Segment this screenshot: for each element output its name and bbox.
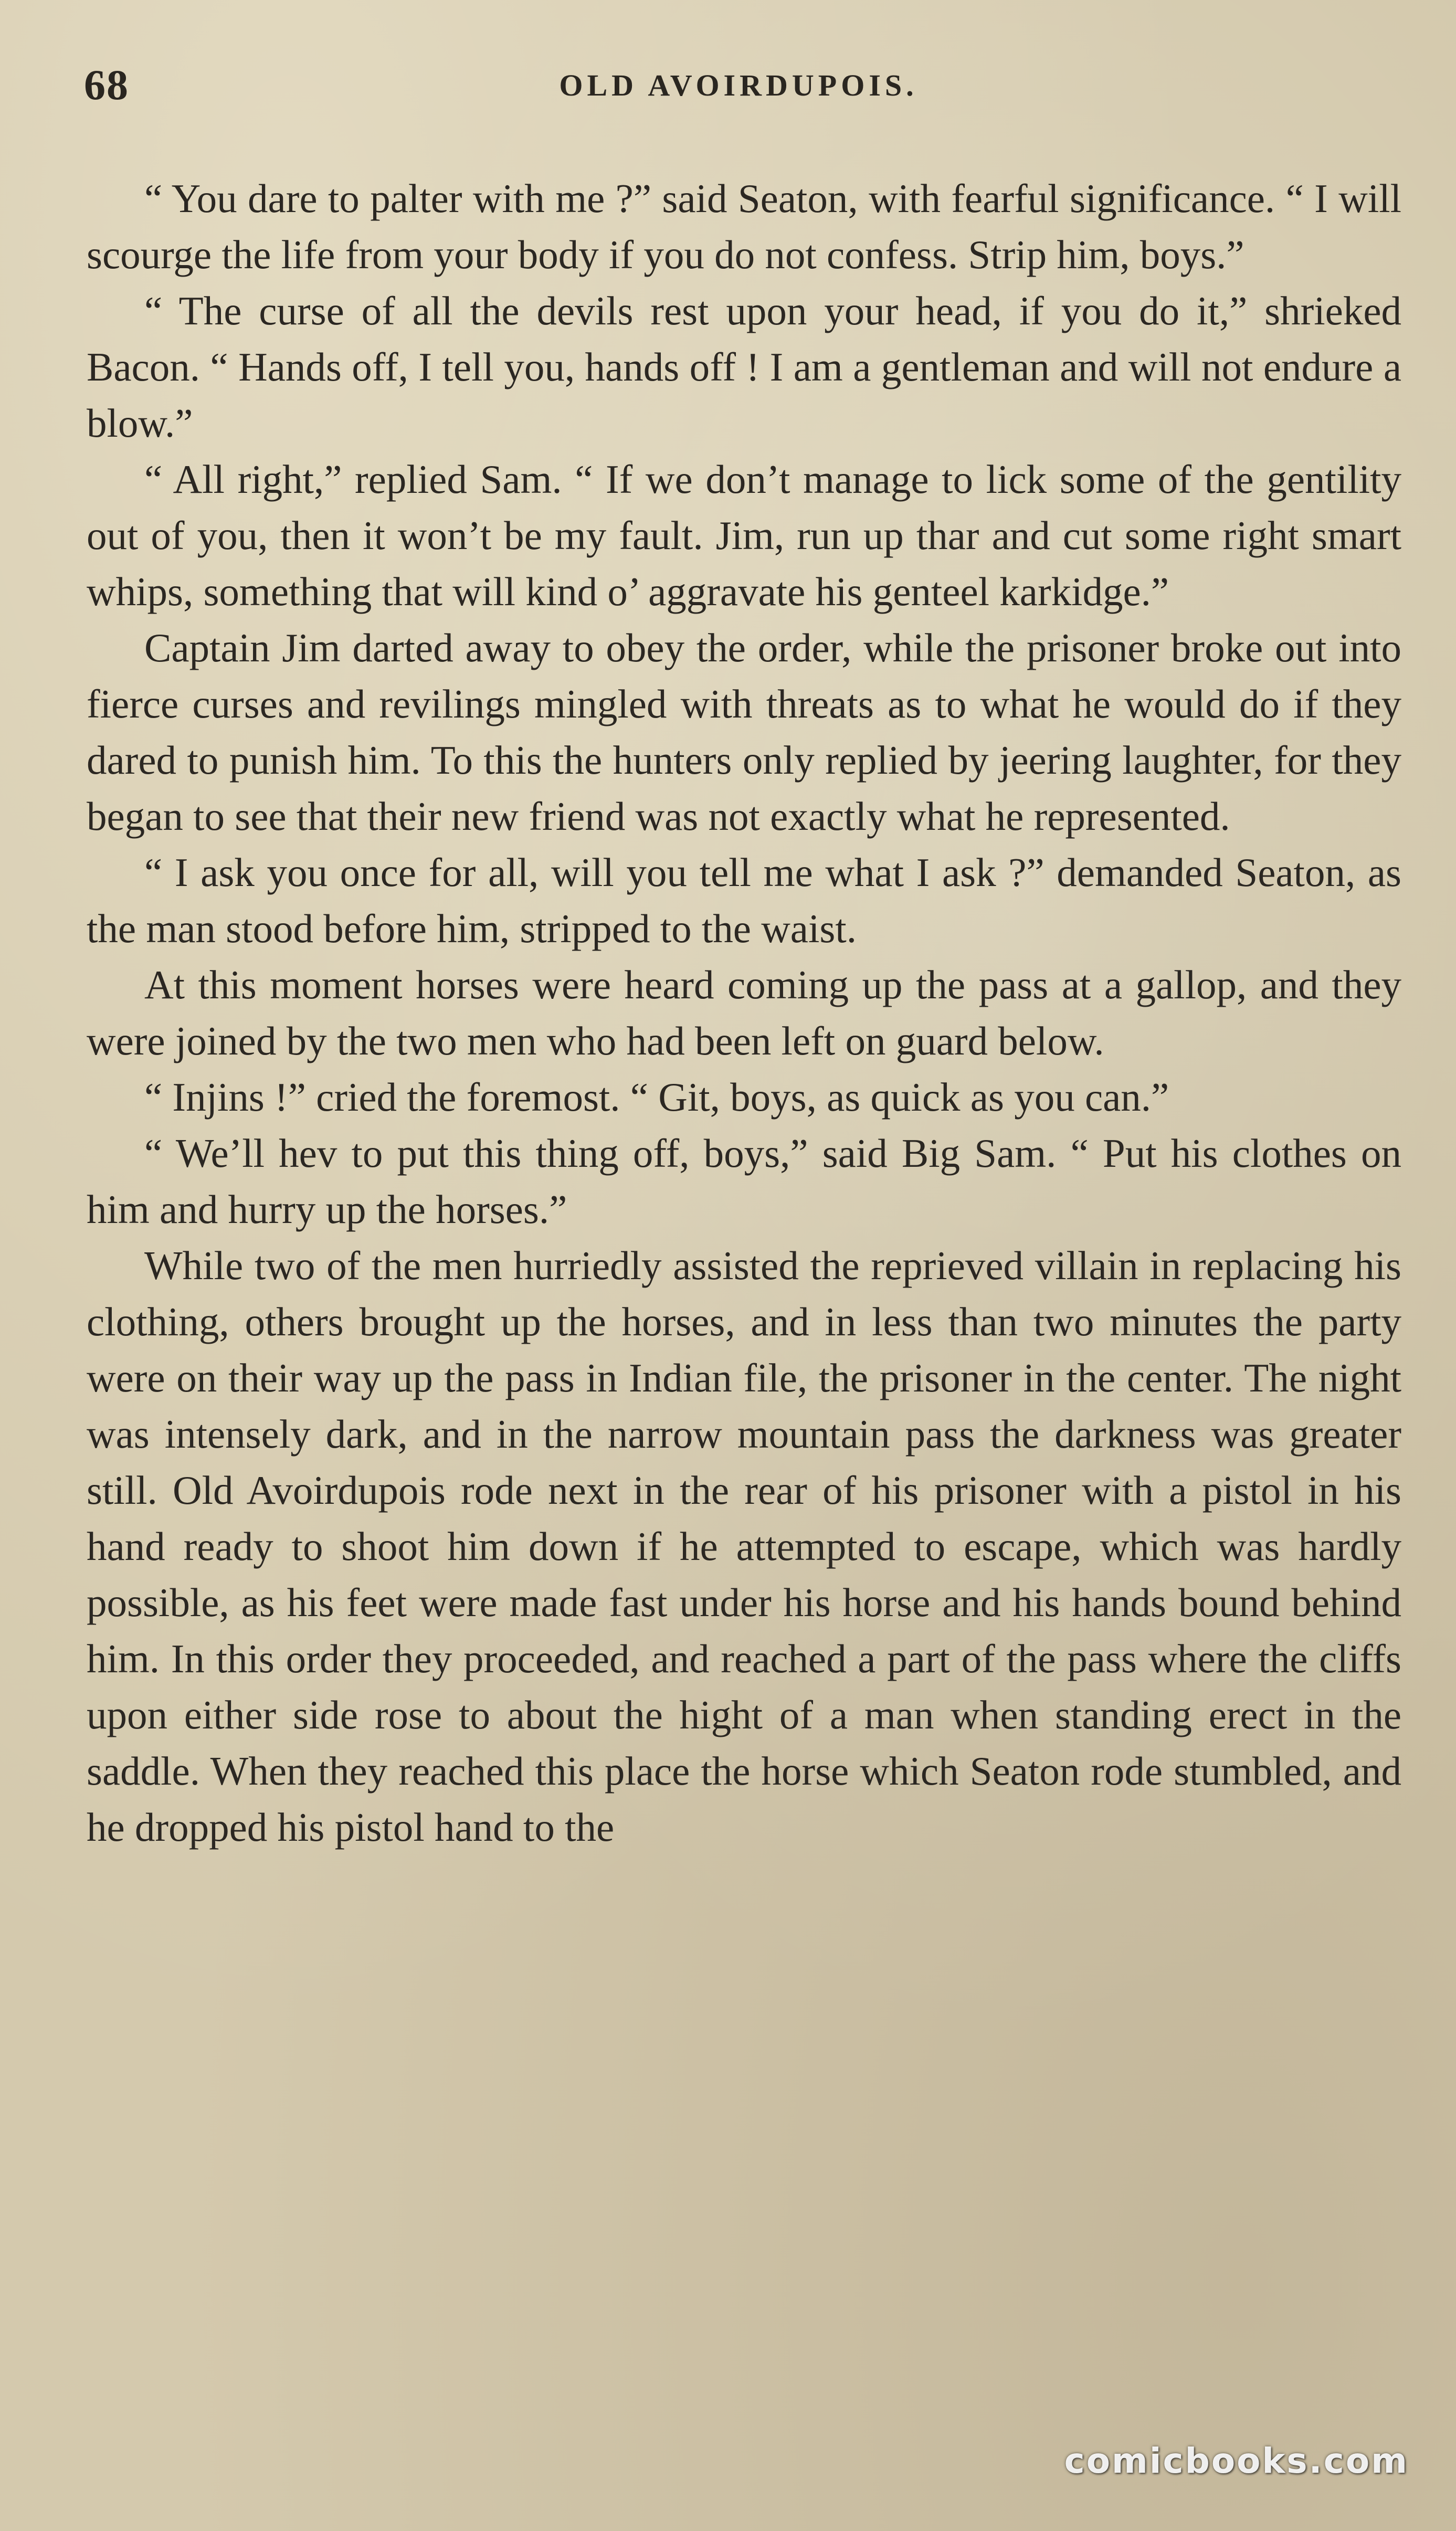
watermark: comicbooks.com — [1064, 2441, 1409, 2481]
body-text — [87, 171, 1401, 1855]
running-header — [84, 60, 1393, 118]
paragraph: “ The curse of all the devils rest upon your head, if you do it,” shrieked Bacon. “ Hands off, I tell you, hands off ! I am a gentleman and will not endure a blow.” — [87, 288, 1401, 446]
paragraph: Captain Jim darted away to obey the order, while the prisoner broke out into fierce curses and revilings mingled with threats as to what he would do if they dared to punish him. To this the hunters only replied by jeering laughter, for they began to see that their new friend was not exactly what he represented. — [87, 625, 1401, 839]
paragraph: “ All right,” replied Sam. “ If we don’t manage to lick some of the gentility out of you, then it won’t be my fault. Jim, run up thar and cut some right smart whips, something that will kind o’ aggravate his genteel karkidge.” — [87, 457, 1401, 614]
paragraph: “ I ask you once for all, will you tell me what I ask ?” demanded Seaton, as the man stood before him, stripped to the waist. — [87, 850, 1401, 951]
paragraph: While two of the men hurriedly assisted the reprieved villain in replacing his clothing, others brought up the horses, and in less than two minutes the party were on their way up the pass in Indian file, the prisoner in the center. The night was intensely dark, and in the narrow mountain pass the darkness was greater still. Old Avoirdupois rode next in the rear of his prisoner with a pistol in his hand ready to shoot him down if he attempted to escape, which was hardly possible, as his feet were made fast under his horse and his hands bound behind him. In this order they proceeded, and reached a part of the pass where the cliffs upon either side rose to about the hight of a man when standing erect in the saddle. When they reached this place the horse which Seaton rode stumbled, and he dropped his pistol hand to the — [87, 1243, 1401, 1850]
page-number: 68 — [84, 61, 129, 109]
paragraph: “ You dare to palter with me ?” said Seaton, with fearful significance. “ I will scourge the life from your body if you do not confess. Strip him, boys.” — [87, 176, 1401, 277]
paragraph: “ We’ll hev to put this thing off, boys,” said Big Sam. “ Put his clothes on him and hurry up the horses.” — [87, 1131, 1401, 1232]
running-title: OLD AVOIRDUPOIS. — [559, 68, 918, 102]
paragraph: At this moment horses were heard coming up the pass at a gallop, and they were joined by the two men who had been left on guard below. — [87, 962, 1401, 1063]
paragraph: “ Injins !” cried the foremost. “ Git, boys, as quick as you can.” — [144, 1074, 1169, 1120]
